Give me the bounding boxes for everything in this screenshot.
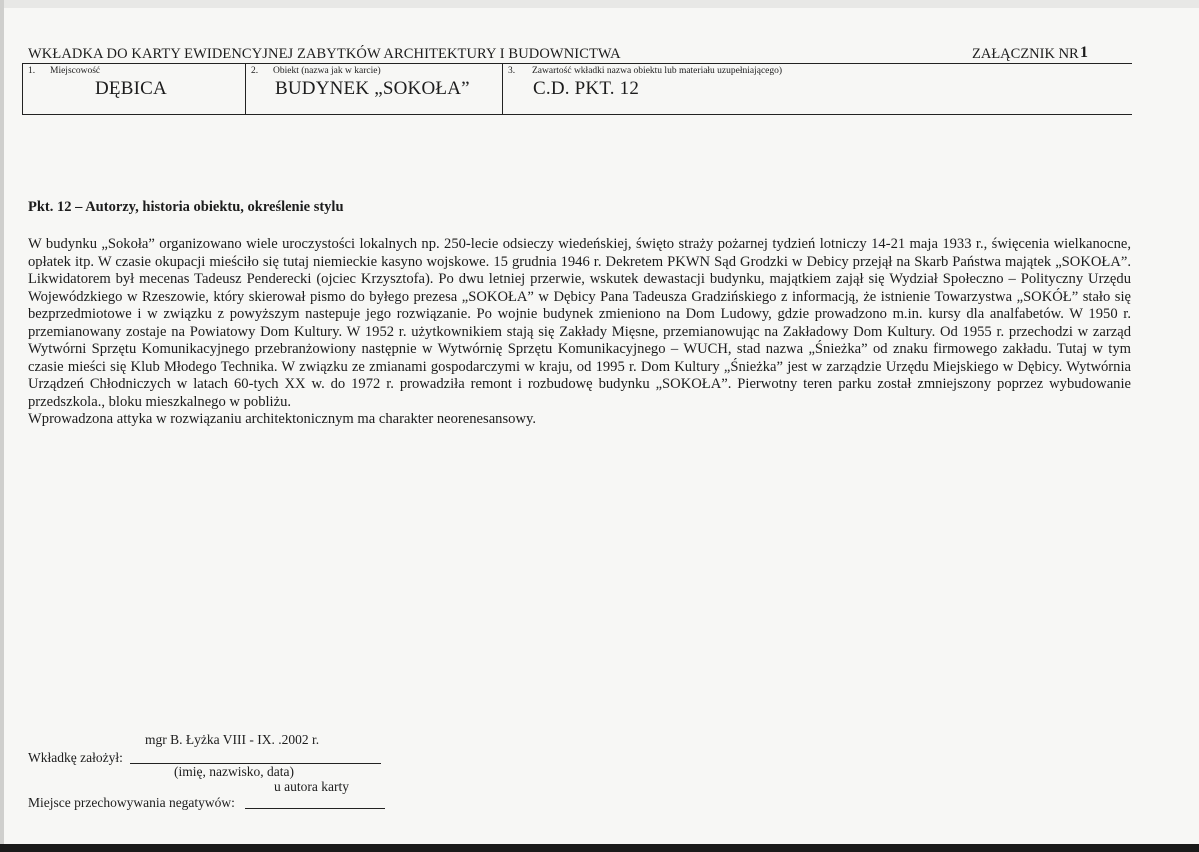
section-heading: Pkt. 12 – Autorzy, historia obiektu, określenie stylu bbox=[28, 199, 344, 215]
table-left-border bbox=[22, 63, 23, 115]
negatives-underline bbox=[245, 808, 385, 809]
field-2-label: Obiekt (nazwa jak w karcie) bbox=[273, 66, 381, 76]
field-2-value: BUDYNEK „SOKOŁA” bbox=[275, 78, 470, 99]
form-title: WKŁADKA DO KARTY EWIDENCYJNEJ ZABYTKÓW ARCHITEKTURY I BUDOWNICTWA bbox=[28, 46, 621, 62]
scan-edge-left bbox=[0, 0, 4, 844]
body-paragraph: W budynku „Sokoła” organizowano wiele uroczystości lokalnych np. 250-lecie odsieczy wiedeńskiej, święto straży pożarnej tydzień lotniczy 14-21 maja 1933 r., święcenia wielkanocne, opłatek itp. W czasie okupacji mieściło się tutaj niemieckie kasyno wojskowe. 15 grudnia 1946 r. Dekretem PKWN Sąd Grodzki w Debicy przejął na Skarb Państwa majątek „SOKOŁA”. Likwidatorem był mecenas Tadeusz Penderecki (ojciec Krzysztofa). Po dwu letniej przerwie, wskutek dewastacji budynku, majątkiem zajął się Wydział Społeczno – Polityczny Urzędu Wojewódzkiego w Rzeszowie, który skierował pismo do byłego prezesa „SOKOŁA” w Dębicy Pana Tadeusza Gradzińskiego z informacją, że istnienie Towarzystwa „SOKÓŁ” stało się bezprzedmiotowe i w związku z powyższym nastepuje jego rozwiązanie. Po wojnie budynek zmieniono na Dom Ludowy, gdzie prowadzono m.in. kursy dla analfabetów. W 1950 r. przemianowany zostaje na Powiatowy Dom Kultury. W 1952 r. użytkownikiem stają się Zakłady Mięsne, przemianowując na Zakładowy Dom Kultury. Od 1955 r. przechodzi w zarząd Wytwórni Sprzętu Komunikacyjnego przebranżowiony następnie w Wytwórnię Sprzętu Komunikacyjnego – WUCH, stad nazwa „Śnieżka” od znaku firmowego zakładu. Tutaj w tym czasie mieści się Klub Młodego Technika. W związku ze zmianami gospodarczymi w kraju, od 1995 r. Dom Kultury „Śnieżka” jest w zarządzie Urzędu Miejskiego w Dębicy. Wytwórnia Urządzeń Chłodniczych w latach 60-tych XX w. do 1972 r. prowadziła remont i rozbudowę budynku „SOKOŁA”. Pierwotny teren parku został zmniejszony poprzez wybudowanie przedszkola., bloku mieszkalnego w pobliżu. bbox=[28, 236, 1131, 410]
field-1-label: Miejscowość bbox=[50, 66, 101, 76]
table-divider-1 bbox=[245, 63, 246, 115]
section-body bbox=[28, 236, 1131, 429]
negatives-label: Miejsce przechowywania negatywów: bbox=[28, 795, 235, 810]
created-by-label: Wkładkę założył: bbox=[28, 750, 123, 765]
annex-label: ZAŁĄCZNIK NR bbox=[972, 46, 1079, 62]
field-3-number: 3. bbox=[508, 66, 516, 76]
field-3-label: Zawartość wkładki nazwa obiektu lub materiału uzupełniającego) bbox=[532, 66, 783, 76]
table-top-border bbox=[22, 63, 1132, 64]
table-bottom-border bbox=[22, 114, 1132, 115]
field-1-value: DĘBICA bbox=[95, 78, 167, 99]
annex-number: 1 bbox=[1080, 44, 1088, 61]
storage-value: u autora karty bbox=[274, 779, 349, 794]
table-divider-2 bbox=[502, 63, 503, 115]
scan-edge bbox=[0, 0, 1199, 8]
field-2-number: 2. bbox=[251, 66, 259, 76]
field-3-value: C.D. PKT. 12 bbox=[533, 78, 640, 99]
name-hint: (imię, nazwisko, data) bbox=[174, 764, 294, 779]
body-paragraph: Wprowadzona attyka w rozwiązaniu architektonicznym ma charakter neorenesansowy. bbox=[28, 411, 536, 427]
field-1-number: 1. bbox=[28, 66, 36, 76]
author-name-date: mgr B. Łyżka VIII - IX. .2002 r. bbox=[145, 732, 320, 747]
